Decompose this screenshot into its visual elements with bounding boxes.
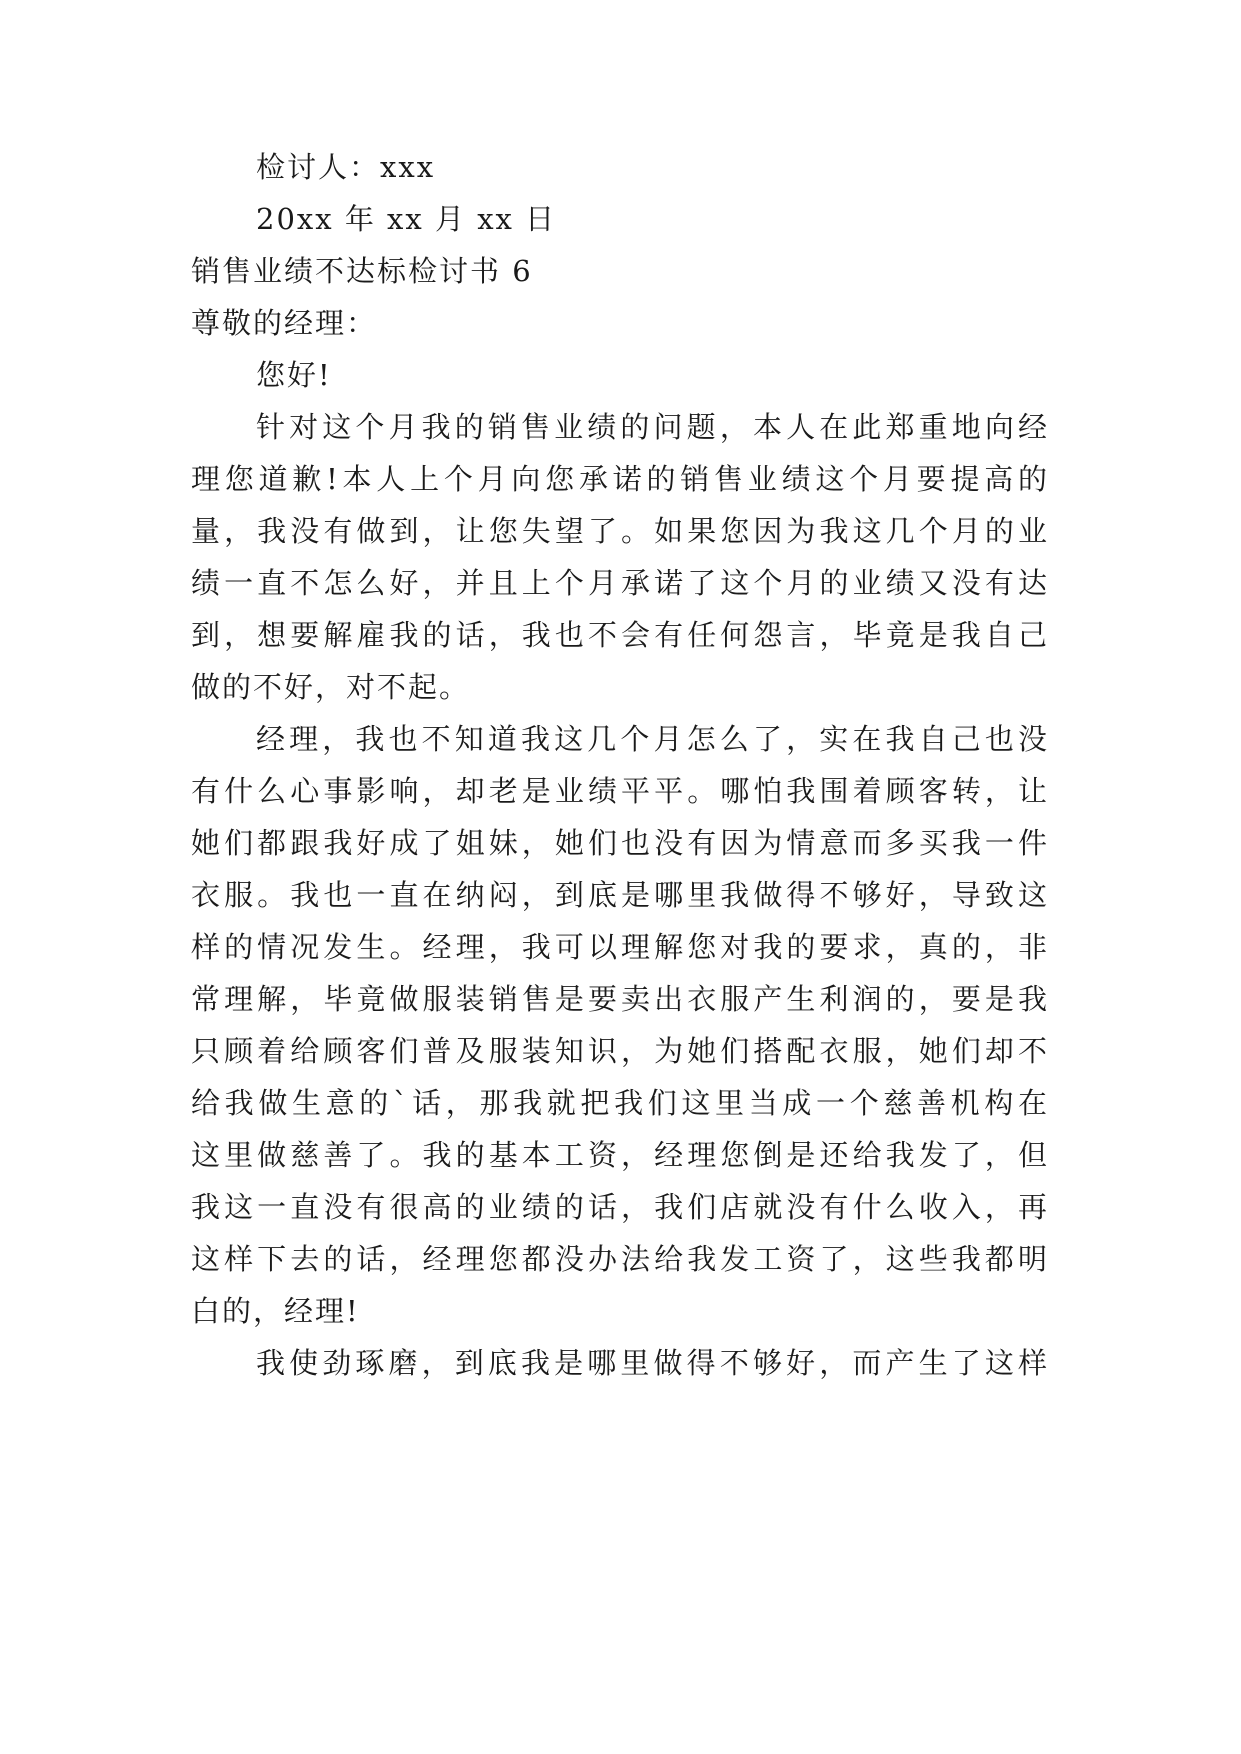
paragraph-2-line-10: 我这一直没有很高的业绩的话，我们店就没有什么收入，再 xyxy=(191,1190,1047,1224)
paragraph-2-line-2: 有什么心事影响，却老是业绩平平。哪怕我围着顾客转，让 xyxy=(191,774,1047,808)
reviewer-line: 检讨人：xxx xyxy=(256,150,436,184)
date-line: 20xx 年 xx 月 xx 日 xyxy=(256,202,557,236)
paragraph-1-line-2: 理您道歉!本人上个月向您承诺的销售业绩这个月要提高的 xyxy=(191,462,1047,496)
paragraph-2-line-3: 她们都跟我好成了姐妹，她们也没有因为情意而多买我一件 xyxy=(191,826,1047,860)
paragraph-2-line-9: 这里做慈善了。我的基本工资，经理您倒是还给我发了，但 xyxy=(191,1138,1047,1172)
paragraph-2-line-12: 白的，经理! xyxy=(191,1294,360,1328)
paragraph-1-line-1: 针对这个月我的销售业绩的问题，本人在此郑重地向经 xyxy=(256,410,1047,444)
salutation: 尊敬的经理： xyxy=(191,306,378,340)
paragraph-1-line-5: 到，想要解雇我的话，我也不会有任何怨言，毕竟是我自己 xyxy=(191,618,1047,652)
greeting: 您好! xyxy=(256,358,332,392)
paragraph-2-line-7: 只顾着给顾客们普及服装知识，为她们搭配衣服，她们却不 xyxy=(191,1034,1047,1068)
paragraph-2-line-6: 常理解，毕竟做服装销售是要卖出衣服产生利润的，要是我 xyxy=(191,982,1047,1016)
document-title: 销售业绩不达标检讨书 6 xyxy=(191,254,533,288)
paragraph-3-line-1: 我使劲琢磨，到底我是哪里做得不够好，而产生了这样 xyxy=(256,1346,1047,1380)
paragraph-1-line-4: 绩一直不怎么好，并且上个月承诺了这个月的业绩又没有达 xyxy=(191,566,1047,600)
paragraph-2-line-8: 给我做生意的`话，那我就把我们这里当成一个慈善机构在 xyxy=(191,1086,1047,1120)
paragraph-1-line-3: 量，我没有做到，让您失望了。如果您因为我这几个月的业 xyxy=(191,514,1047,548)
paragraph-2-line-5: 样的情况发生。经理，我可以理解您对我的要求，真的，非 xyxy=(191,930,1047,964)
paragraph-2-line-1: 经理，我也不知道我这几个月怎么了，实在我自己也没 xyxy=(256,722,1047,756)
paragraph-2-line-11: 这样下去的话，经理您都没办法给我发工资了，这些我都明 xyxy=(191,1242,1047,1276)
paragraph-1-line-6: 做的不好，对不起。 xyxy=(191,670,471,704)
paragraph-2-line-4: 衣服。我也一直在纳闷，到底是哪里我做得不够好，导致这 xyxy=(191,878,1047,912)
